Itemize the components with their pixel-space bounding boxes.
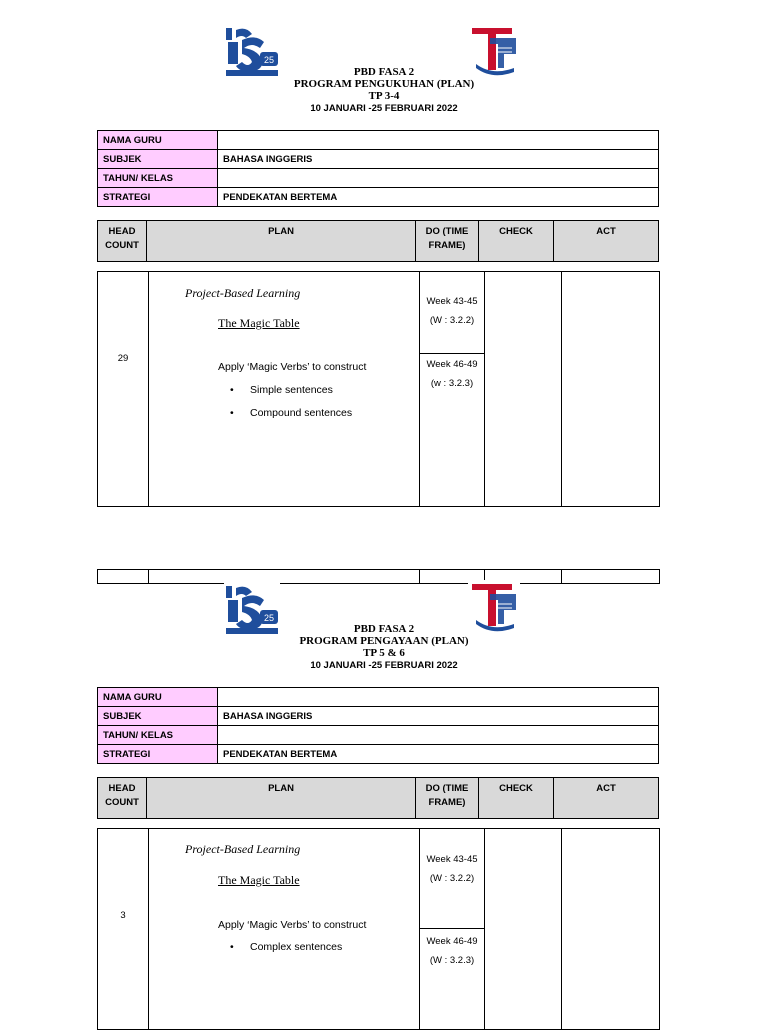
info-value — [218, 726, 659, 745]
week-block-1 — [420, 850, 484, 888]
week-range: Week 43-45 — [426, 296, 478, 307]
project-title: The Magic Table — [218, 873, 300, 887]
approach-text: Project-Based Learning — [185, 842, 301, 856]
title-line-2: PROGRAM PENGUKUHAN (PLAN) — [293, 78, 475, 90]
approach-text: Project-Based Learning — [185, 286, 301, 300]
header-act: ACT — [554, 221, 659, 262]
info-label: STRATEGI — [98, 188, 218, 207]
date-range: 10 JANUARI -25 FEBRUARI 2022 — [310, 103, 458, 114]
week-code: (W : 3.2.3) — [429, 955, 475, 966]
week-code: (W : 3.2.2) — [429, 873, 475, 884]
week-block-2 — [420, 932, 484, 970]
info-value: PENDEKATAN BERTEMA — [218, 745, 659, 764]
svg-text:25: 25 — [263, 55, 275, 65]
title-line-3: TP 3-4 — [368, 90, 400, 102]
info-table — [97, 687, 659, 764]
svg-text:25: 25 — [263, 613, 275, 623]
page-title — [200, 623, 568, 672]
info-label: NAMA GURU — [98, 688, 218, 707]
week-range: Week 46-49 — [426, 359, 478, 370]
header-act: ACT — [554, 778, 659, 819]
info-value — [218, 131, 659, 150]
info-label: SUBJEK — [98, 707, 218, 726]
info-value — [218, 169, 659, 188]
title-line-3: TP 5 & 6 — [363, 647, 405, 659]
week-block-2 — [420, 355, 484, 393]
header-check: CHECK — [479, 221, 554, 262]
head-count-value: 3 — [120, 910, 126, 921]
info-value — [218, 688, 659, 707]
info-label: SUBJEK — [98, 150, 218, 169]
page-title — [200, 66, 568, 115]
bullet-item: • Compound sentences — [234, 407, 352, 419]
week-range: Week 43-45 — [426, 854, 478, 865]
instruction-text: Apply ‘Magic Verbs’ to construct — [218, 919, 367, 931]
header-do: DO (TIME FRAME) — [416, 221, 479, 262]
header-plan: PLAN — [147, 221, 416, 262]
date-range: 10 JANUARI -25 FEBRUARI 2022 — [310, 660, 458, 671]
header-do: DO (TIME FRAME) — [416, 778, 479, 819]
title-line-2: PROGRAM PENGAYAAN (PLAN) — [299, 635, 469, 647]
info-value: BAHASA INGGERIS — [218, 707, 659, 726]
info-label: TAHUN/ KELAS — [98, 169, 218, 188]
title-line-1: PBD FASA 2 — [353, 623, 415, 635]
info-label: STRATEGI — [98, 745, 218, 764]
bullet-item: • Complex sentences — [234, 941, 342, 953]
week-code: (W : 3.2.2) — [429, 315, 475, 326]
project-title: The Magic Table — [218, 316, 300, 330]
week-range: Week 46-49 — [426, 936, 478, 947]
week-block-1 — [420, 292, 484, 330]
title-line-1: PBD FASA 2 — [353, 66, 415, 78]
header-check: CHECK — [479, 778, 554, 819]
head-count-value: 29 — [117, 353, 129, 364]
instruction-text: Apply ‘Magic Verbs’ to construct — [218, 361, 367, 373]
header-head-count: HEAD COUNT — [98, 221, 147, 262]
bullet-item: • Simple sentences — [234, 384, 333, 396]
header-head-count: HEAD COUNT — [98, 778, 147, 819]
info-table — [97, 130, 659, 207]
week-code: (w : 3.2.3) — [430, 378, 474, 389]
pdca-header — [97, 220, 659, 262]
pdca-header — [97, 777, 659, 819]
info-label: TAHUN/ KELAS — [98, 726, 218, 745]
header-plan: PLAN — [147, 778, 416, 819]
info-value: BAHASA INGGERIS — [218, 150, 659, 169]
info-label: NAMA GURU — [98, 131, 218, 150]
plan-body — [97, 271, 660, 507]
table-continuation — [97, 569, 660, 584]
plan-body — [97, 828, 660, 1030]
info-value: PENDEKATAN BERTEMA — [218, 188, 659, 207]
